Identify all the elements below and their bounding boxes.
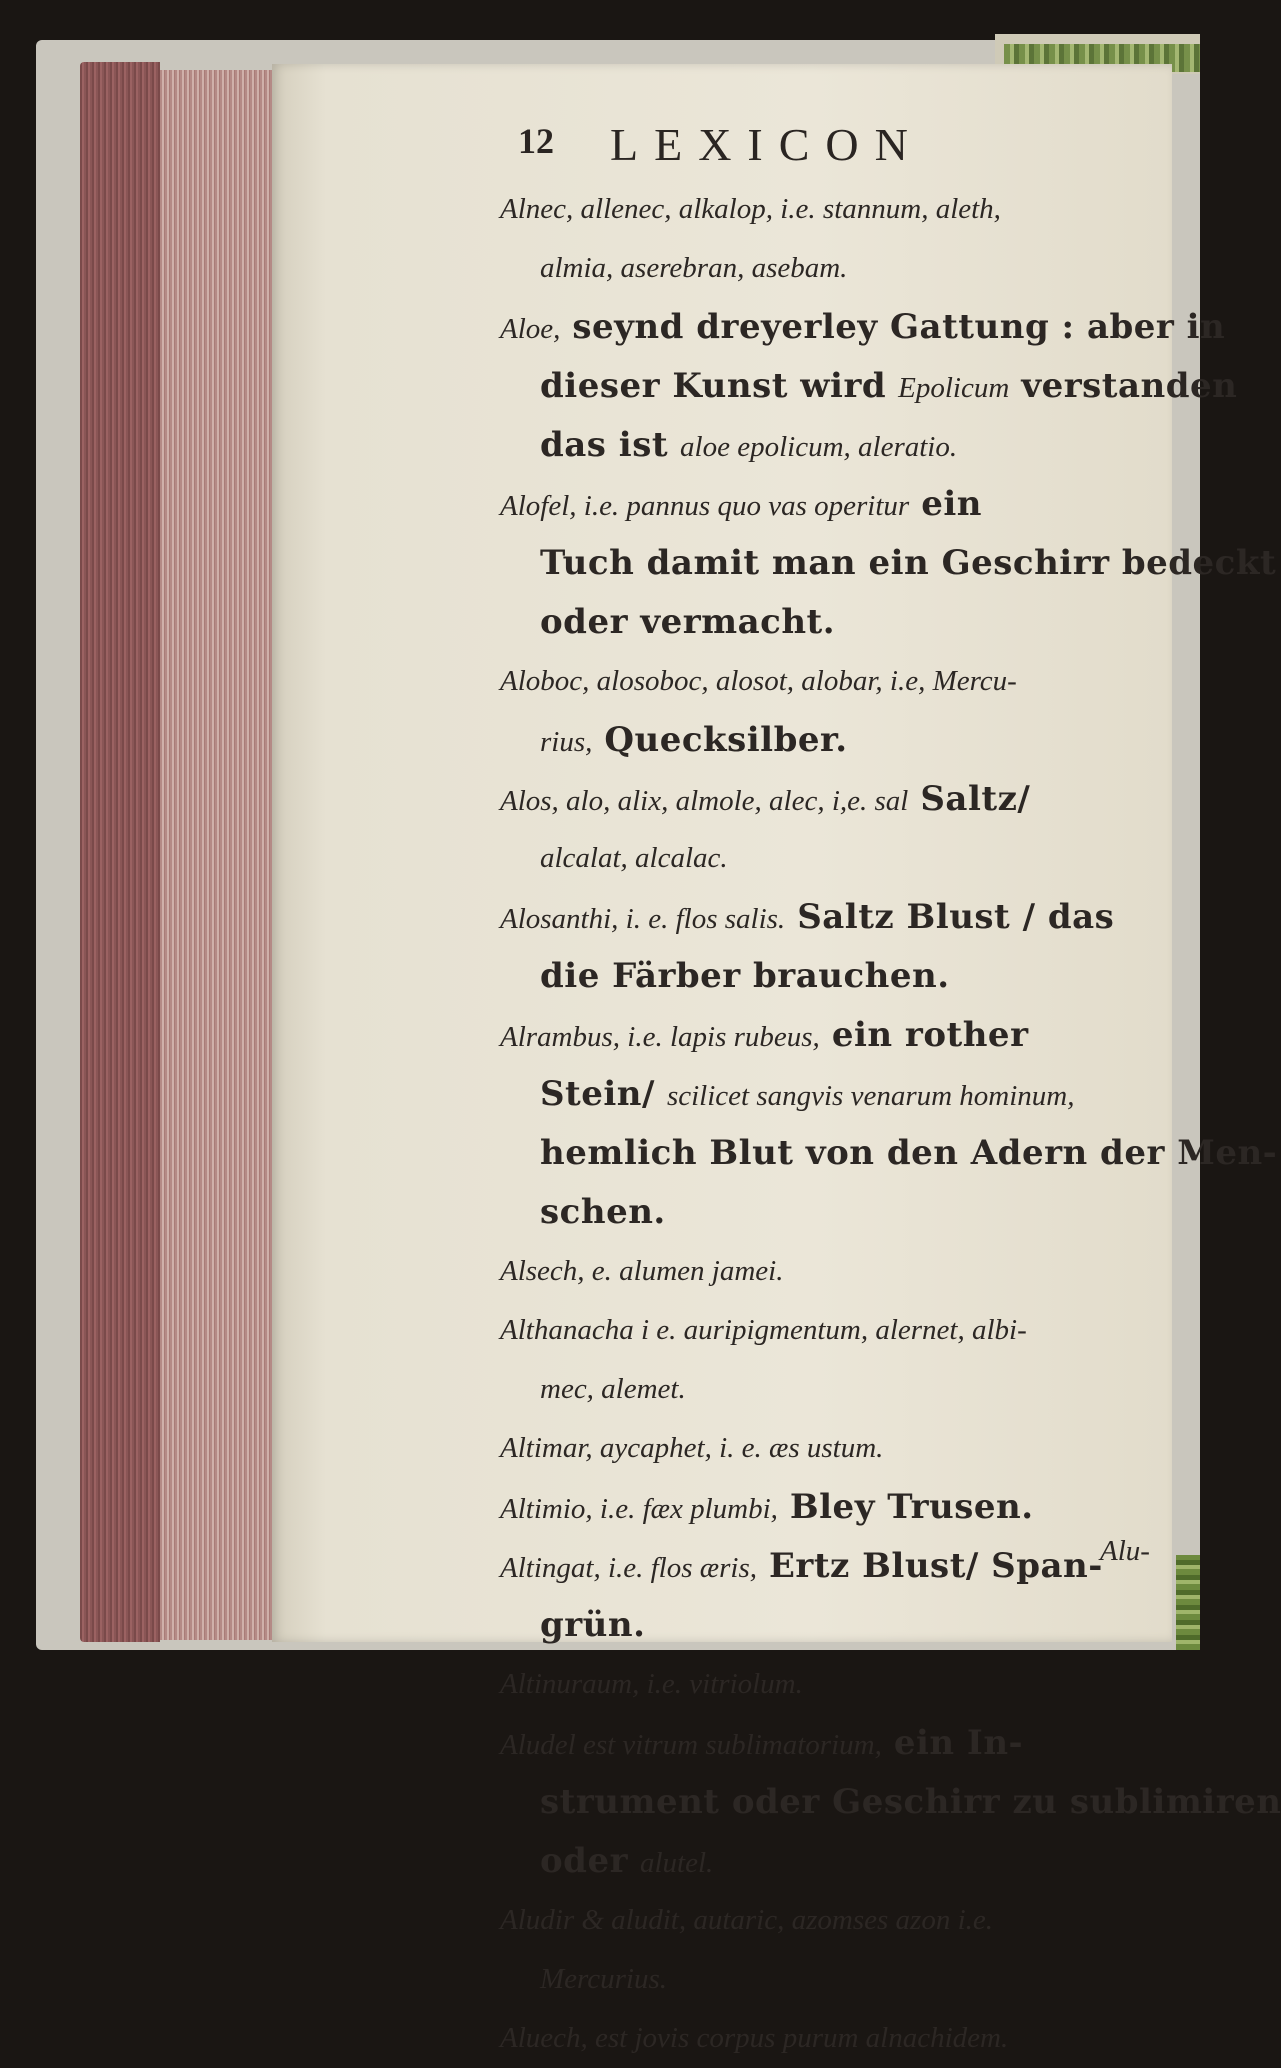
lexicon-entry [500, 1714, 1281, 1891]
latin-text: Alsech, e. alumen jamei. [500, 1255, 784, 1287]
latin-text: scilicet sangvis venarum hominum, [666, 1080, 1075, 1112]
entry-line [500, 770, 1190, 829]
lexicon-entry [500, 1006, 1278, 1242]
lexicon-entry [500, 1891, 1190, 2009]
entry-line [500, 2009, 1190, 2068]
entry-line [500, 593, 1190, 652]
german-text: Saltz Blust / das [797, 897, 1115, 937]
lexicon-entry [500, 1242, 1190, 1301]
latin-text: Altimio, i.e. fæx plumbi, [500, 1493, 778, 1525]
entry-line [500, 1832, 1190, 1891]
lexicon-entry [500, 1655, 1190, 1714]
latin-text: Alrambus, i.e. lapis rubeus, [500, 1021, 820, 1053]
entry-line [500, 475, 1190, 534]
latin-text: alutel. [640, 1847, 714, 1879]
lexicon-entry [500, 2009, 1190, 2068]
latin-text: almia, aserebran, asebam. [540, 252, 848, 284]
latin-text: Alosanthi, i. e. flos salis. [500, 903, 786, 935]
entry-line [500, 1596, 1190, 1655]
lexicon-entry [500, 1301, 1190, 1419]
german-text: die Färber brauchen. [540, 956, 950, 996]
entry-line [500, 298, 1226, 357]
entry-line [500, 1537, 1190, 1596]
latin-text: Alofel, i.e. pannus quo vas operitur [500, 490, 910, 522]
entry-line [500, 711, 1190, 770]
entry-line [500, 416, 1190, 475]
latin-text: Aloboc, alosoboc, alosot, alobar, i.e, Mercu- [500, 665, 1017, 697]
page-edges [80, 62, 160, 1642]
entry-line [500, 1773, 1281, 1832]
german-text: schen. [540, 1192, 666, 1232]
german-text: hemlich Blut von den Adern der Men- [540, 1133, 1278, 1173]
latin-text: Mercurius. [540, 1963, 667, 1995]
page-header [518, 118, 998, 168]
running-title: LEXICON [610, 119, 924, 170]
latin-text: Altinuraum, i.e. vitriolum. [500, 1668, 803, 1700]
entry-line [500, 1478, 1190, 1537]
lexicon-entry [500, 475, 1277, 652]
entry-line [500, 180, 1190, 239]
entry-line [500, 1891, 1190, 1950]
german-text: strument oder Geschirr zu sublimiren [540, 1782, 1281, 1822]
german-text: oder vermacht. [540, 602, 836, 642]
entry-line [500, 947, 1190, 1006]
german-text: Tuch damit man ein Geschirr bedeckt [540, 543, 1277, 583]
german-text: das ist [540, 425, 669, 465]
latin-text: mec, alemet. [540, 1373, 686, 1405]
german-text: Saltz/ [920, 779, 1031, 819]
german-text: Quecksilber. [604, 720, 848, 760]
entry-line [500, 534, 1277, 593]
lexicon-entry [500, 1419, 1190, 1478]
entry-line [500, 357, 1238, 416]
latin-text: Aloe, [500, 313, 561, 345]
german-text: grün. [540, 1605, 646, 1645]
latin-text: Epolicum [898, 372, 1010, 404]
entry-line [500, 1183, 1190, 1242]
entry-line [500, 1065, 1190, 1124]
lexicon-entry [500, 1537, 1190, 1655]
latin-text: Alos, alo, alix, almole, alec, i,e. sal [500, 785, 909, 817]
entry-line [500, 1419, 1190, 1478]
latin-text: Alnec, allenec, alkalop, i.e. stannum, aleth, [500, 193, 1001, 225]
entry-line [500, 239, 1190, 298]
entry-line [500, 652, 1190, 711]
lexicon-entry [500, 1478, 1190, 1537]
entry-line [500, 829, 1190, 888]
entry-line [500, 1124, 1278, 1183]
german-text: ein In- [893, 1723, 1024, 1763]
latin-text: Aludir & aludit, autaric, azomses azon i.e. [500, 1904, 993, 1936]
latin-text: Althanacha i e. auripigmentum, alernet, albi- [500, 1314, 1027, 1346]
entry-line [500, 888, 1190, 947]
latin-text: rius, [540, 726, 593, 758]
entry-line [500, 1006, 1190, 1065]
entry-line [500, 1655, 1190, 1714]
latin-text: Altingat, i.e. flos æris, [500, 1552, 757, 1584]
lexicon-entry [500, 298, 1238, 475]
german-text: verstanden [1021, 366, 1238, 406]
catchword: Alu- [1100, 1535, 1150, 1567]
entry-line [500, 1301, 1190, 1360]
lexicon-entry [500, 180, 1190, 298]
german-text: ein rother [831, 1015, 1029, 1055]
latin-text: Aludel est vitrum sublimatorium, [500, 1729, 882, 1761]
page-edges-inner [160, 70, 275, 1640]
page-number: 12 [518, 121, 554, 161]
latin-text: alcalat, alcalac. [540, 842, 728, 874]
german-text: Stein/ [540, 1074, 655, 1114]
lexicon-entry [500, 770, 1190, 888]
german-text: Bley Trusen. [789, 1487, 1034, 1527]
lexicon-entry [500, 888, 1190, 1006]
entry-line [500, 1714, 1190, 1773]
german-text: dieser Kunst wird [540, 366, 887, 406]
entry-line [500, 1360, 1190, 1419]
german-text: Ertz Blust/ Span- [769, 1546, 1103, 1586]
lexicon-entry [500, 652, 1190, 770]
lexicon-entries [500, 180, 1281, 2068]
german-text: oder [540, 1841, 628, 1881]
latin-text: aloe epolicum, aleratio. [680, 431, 958, 463]
latin-text: Altimar, aycaphet, i. e. æs ustum. [500, 1432, 884, 1464]
entry-line [500, 1950, 1190, 2009]
german-text: ein [921, 484, 982, 524]
german-text: seynd dreyerley Gattung : aber in [572, 307, 1226, 347]
latin-text: Aluech, est jovis corpus purum alnachidem. [500, 2022, 1009, 2054]
entry-line [500, 1242, 1190, 1301]
